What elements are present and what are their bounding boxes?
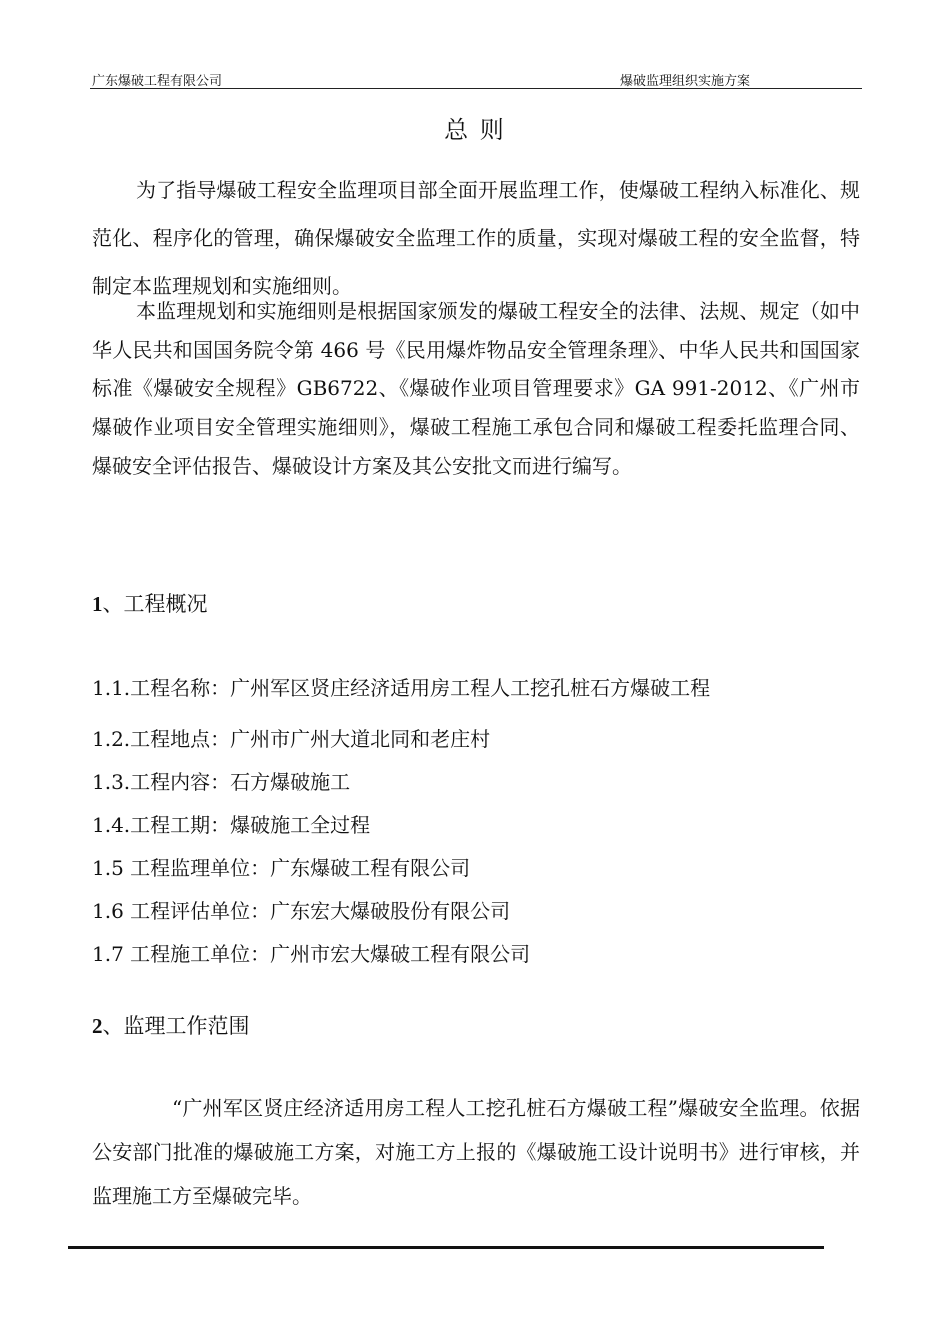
section-number-1: 1 [92, 592, 103, 616]
overview-item-location: 1.2.工程地点：广州市广州大道北同和老庄村 [92, 727, 491, 751]
intro-paragraph-2: 本监理规划和实施细则是根据国家颁发的爆破工程安全的法律、法规、规定（如中华人民共和国国务院令第 466 号《民用爆炸物品安全管理条理》、中华人民共和国国家标准《爆破安全规程》GB6722、《爆破作业项目管理要求》GA 991-2012、《广州市爆破作业项目安全管理实施细则》，爆破工程施工承包合同和爆破工程委托监理合同、爆破安全评估报告、爆破设计方案及其公安批文而进行编写。 [92, 299, 860, 478]
header-divider-extension [822, 88, 862, 89]
intro-paragraph-1: 为了指导爆破工程安全监理项目部全面开展监理工作，使爆破工程纳入标准化、规范化、程序化的管理，确保爆破安全监理工作的质量，实现对爆破工程的安全监督，特制定本监理规划和实施细则。 [92, 178, 860, 298]
overview-item-period: 1.4.工程工期：爆破施工全过程 [92, 813, 371, 837]
section-heading-2 [92, 1010, 250, 1040]
section-number-2: 2 [92, 1014, 103, 1038]
header-divider [90, 88, 822, 89]
overview-item-supervisor: 1.5 工程监理单位：广东爆破工程有限公司 [92, 856, 471, 880]
scope-paragraph: “广州军区贤庄经济适用房工程人工挖孔桩石方爆破工程”爆破安全监理。依据公安部门批准的爆破施工方案，对施工方上报的《爆破施工设计说明书》进行审核，并监理施工方至爆破完毕。 [92, 1096, 860, 1208]
header-company: 广东爆破工程有限公司 [92, 74, 223, 89]
overview-item-content: 1.3.工程内容：石方爆破施工 [92, 770, 351, 794]
overview-item-assessor: 1.6 工程评估单位：广东宏大爆破股份有限公司 [92, 899, 511, 923]
section-heading-1 [92, 588, 208, 618]
header-doc-name: 爆破监理组织实施方案 [620, 74, 751, 89]
overview-item-name: 1.1.工程名称：广州军区贤庄经济适用房工程人工挖孔桩石方爆破工程 [92, 676, 711, 700]
overview-item-contractor: 1.7 工程施工单位：广州市宏大爆破工程有限公司 [92, 942, 531, 966]
page-title: 总 则 [444, 116, 506, 144]
footer-divider [68, 1246, 824, 1249]
section-title-1: 、工程概况 [102, 592, 208, 616]
section-title-2: 、监理工作范围 [102, 1014, 250, 1038]
